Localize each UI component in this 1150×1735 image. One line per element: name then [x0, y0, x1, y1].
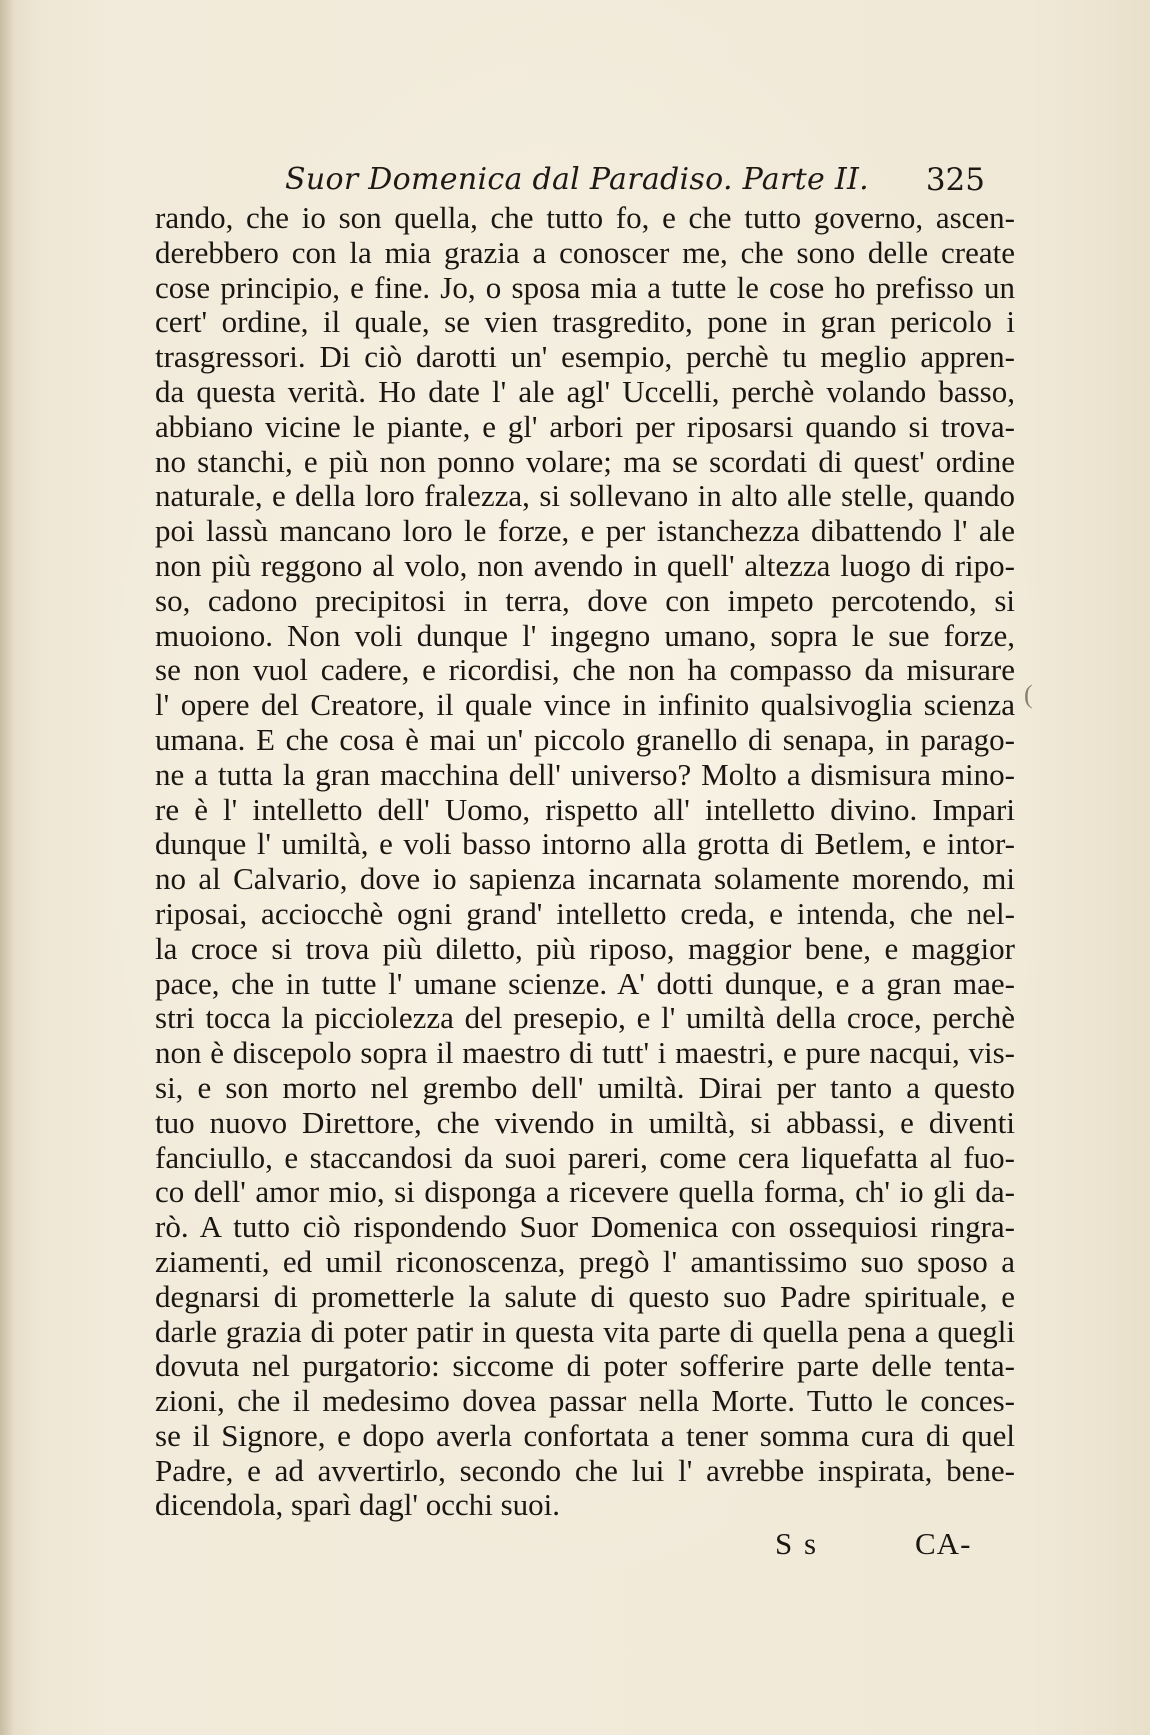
text-line-15: l' opere del Creatore, il quale vince in infinito qualsivoglia scienza	[155, 687, 1015, 723]
text-line-8: no stanchi, e più non ponno volare; ma se scordati di quest' ordine	[155, 443, 1015, 479]
running-head	[155, 160, 985, 204]
text-line-38: dicendola, sparì dagl' occhi suoi.	[155, 1487, 561, 1523]
text-line-19: dunque l' umiltà, e voli basso intorno alla grotta di Betlem, e intor-	[155, 826, 1015, 862]
text-line-9: naturale, e della loro fralezza, si sollevano in alto alle stelle, quando	[155, 478, 1015, 514]
page-footer	[155, 1526, 1015, 1562]
page-number: 325	[925, 162, 985, 198]
text-line-28: fanciullo, e staccandosi da suoi pareri, come cera liquefatta al fuo-	[155, 1139, 1015, 1175]
gutter-shadow	[0, 0, 14, 1735]
text-line-1: rando, che io son quella, che tutto fo, e che tutto governo, ascen-	[155, 200, 1015, 235]
text-line-35: zioni, che il medesimo dovea passar nella Morte. Tutto le conces-	[155, 1383, 1015, 1419]
text-line-11: non più reggono al volo, non avendo in quell' altezza luogo di ripo-	[155, 547, 1015, 583]
text-line-10: poi lassù mancano loro le forze, e per istanchezza dibattendo l' ale	[155, 513, 1015, 549]
text-line-14: se non vuol cadere, e ricordisi, che non ha compasso da misurare	[155, 652, 1015, 688]
running-head-title: Suor Domenica dal Paradiso. Parte II.	[285, 162, 869, 197]
text-line-34: dovuta nel purgatorio: siccome di poter sofferire parte delle tenta-	[155, 1348, 1015, 1384]
text-line-16: umana. E che cosa è mai un' piccolo granello di senapa, in parago-	[155, 721, 1015, 757]
signature-mark: S s	[775, 1526, 819, 1561]
text-line-33: darle grazia di poter patir in questa vita parte di quella pena a quegli	[155, 1313, 1015, 1349]
text-line-13: muoiono. Non voli dunque l' ingegno umano, sopra le sue forze,	[155, 617, 1015, 653]
text-line-4: cert' ordine, il quale, se vien trasgredito, pone in gran pericolo i	[155, 304, 1015, 340]
body-text	[155, 201, 1015, 1523]
text-line-25: non è discepolo sopra il maestro di tutt' i maestri, e pure nacqui, vis-	[155, 1035, 1015, 1071]
text-line-26: si, e son morto nel grembo dell' umiltà. Dirai per tanto a questo	[155, 1069, 1015, 1105]
text-line-29: co dell' amor mio, si disponga a ricevere quella forma, ch' io gli da-	[155, 1174, 1015, 1210]
text-line-32: degnarsi di prometterle la salute di questo suo Padre spirituale, e	[155, 1278, 1015, 1314]
text-line-6: da questa verità. Ho date l' ale agl' Uccelli, perchè volando basso,	[155, 373, 1015, 409]
text-line-21: riposai, acciocchè ogni grand' intelletto creda, e intenda, che nel-	[155, 895, 1015, 931]
text-line-37: Padre, e ad avvertirlo, secondo che lui l' avrebbe inspirata, bene-	[155, 1452, 1015, 1488]
text-line-3: cose principio, e fine. Jo, o sposa mia a tutte le cose ho prefisso un	[155, 269, 1015, 305]
text-line-22: la croce si trova più diletto, più riposo, maggior bene, e maggior	[155, 930, 1015, 966]
text-line-17: ne a tutta la gran macchina dell' universo? Molto a dismisura mino-	[155, 756, 1015, 792]
text-line-12: so, cadono precipitosi in terra, dove con impeto percotendo, si	[155, 582, 1015, 618]
text-line-7: abbiano vicine le piante, e gl' arbori per riposarsi quando si trova-	[155, 408, 1015, 444]
text-line-20: no al Calvario, dove io sapienza incarnata solamente morendo, mi	[155, 861, 1015, 897]
text-line-31: ziamenti, ed umil riconoscenza, pregò l' amantissimo suo sposo a	[155, 1243, 1015, 1279]
text-line-30: rò. A tutto ciò rispondendo Suor Domenica con ossequiosi ringra-	[155, 1209, 1015, 1245]
text-line-24: stri tocca la picciolezza del presepio, e l' umiltà della croce, perchè	[155, 1000, 1015, 1036]
text-line-18: re è l' intelletto dell' Uomo, rispetto all' intelletto divino. Impari	[155, 791, 1015, 827]
text-line-2: derebbero con la mia grazia a conoscer me, che sono delle create	[155, 234, 1015, 270]
catchword: CA-	[915, 1526, 972, 1561]
text-line-36: se il Signore, e dopo averla confortata a tener somma cura di quel	[155, 1417, 1015, 1453]
text-line-23: pace, che in tutte l' umane scienze. A' dotti dunque, e a gran mae-	[155, 965, 1015, 1001]
text-line-27: tuo nuovo Direttore, che vivendo in umiltà, si abbassi, e diventi	[155, 1104, 1015, 1140]
text-line-5: trasgressori. Di ciò darotti un' esempio, perchè tu meglio appren-	[155, 339, 1015, 375]
margin-mark: (	[1024, 680, 1033, 709]
